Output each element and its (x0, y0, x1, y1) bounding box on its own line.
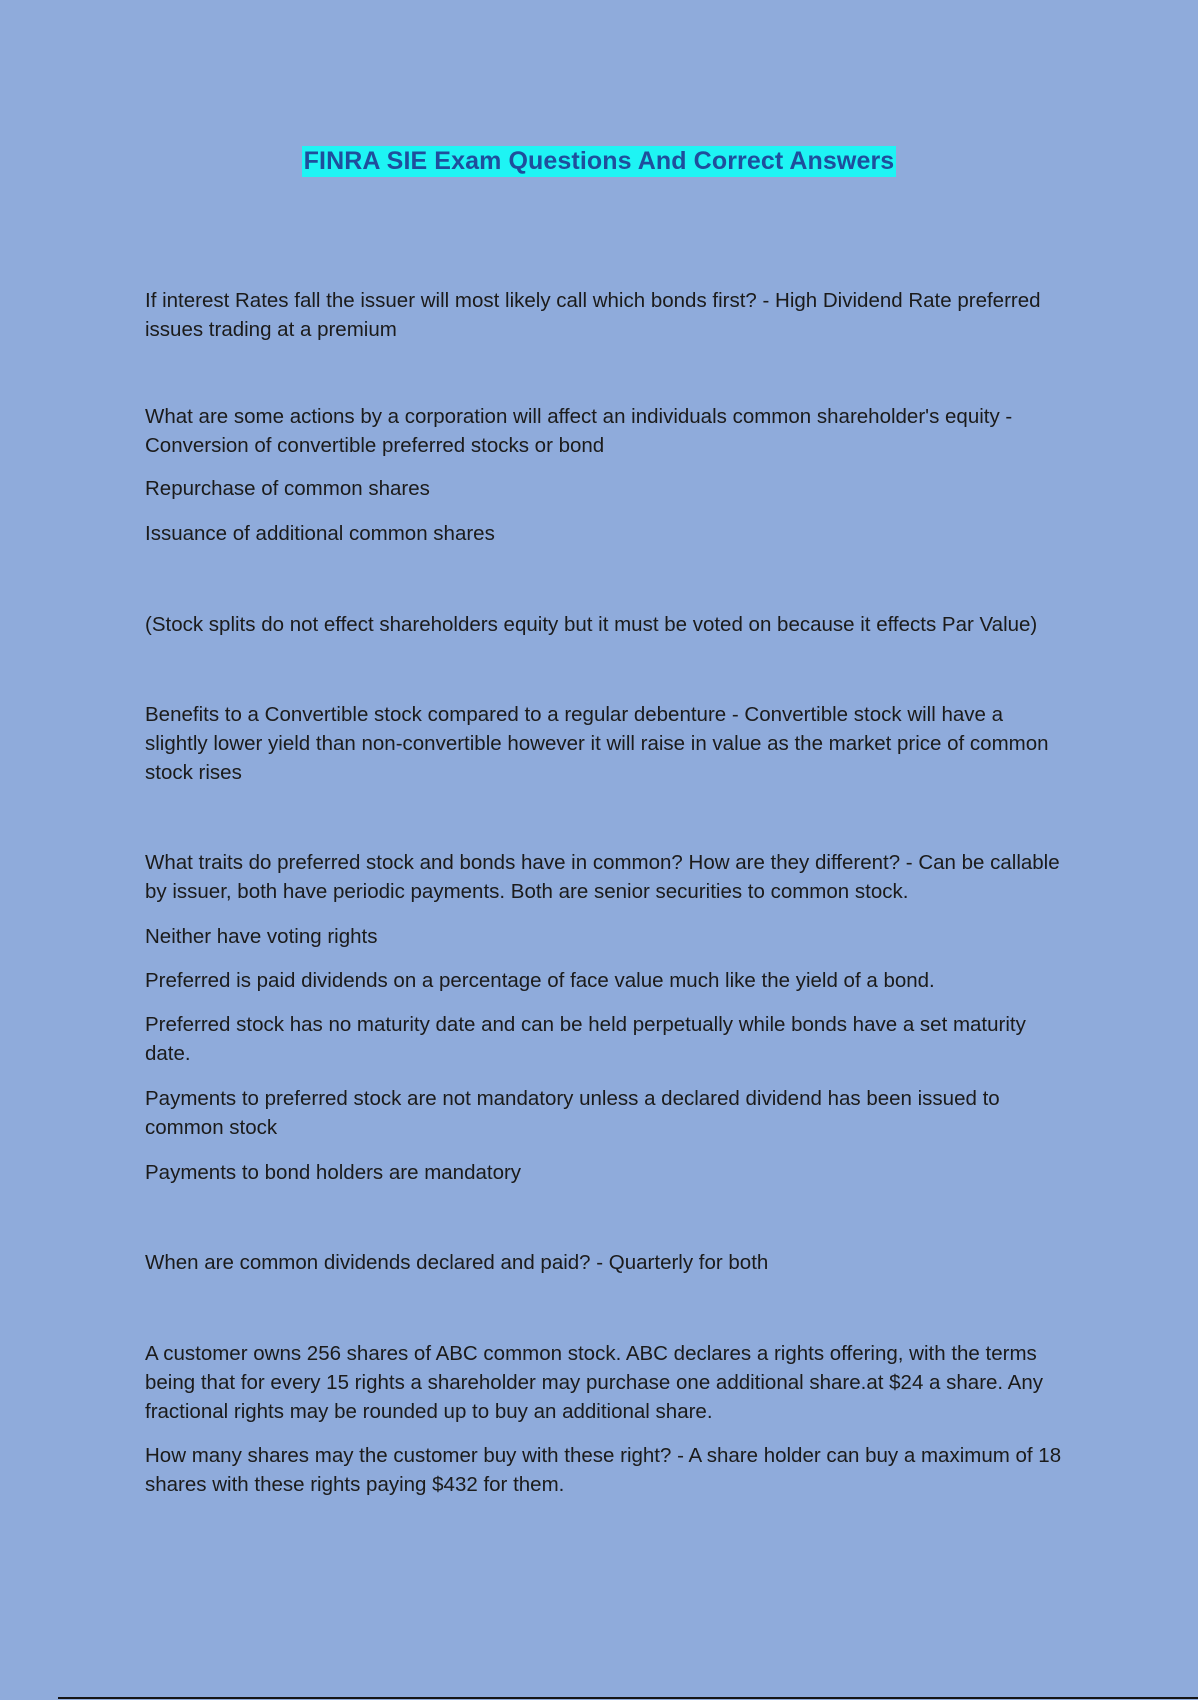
title-container (0, 146, 1198, 177)
paragraph-issuance: Issuance of additional common shares (145, 522, 495, 545)
paragraph-voting-rights: Neither have voting rights (145, 925, 378, 948)
paragraph-maturity: Preferred stock has no maturity date and can be held perpetually while bonds have a set maturity date. (145, 1013, 1026, 1065)
paragraph-rights-offering: A customer owns 256 shares of ABC common stock. ABC declares a rights offering, with the terms being that for every 15 rights a shareholder may purchase one additional share.at $24 a share. Any fractional rights may be rounded up to buy an additional share. (145, 1342, 1044, 1423)
document-title: FINRA SIE Exam Questions And Correct Answers (303, 147, 895, 175)
document-body (145, 286, 1065, 1499)
paragraph-common-dividends: When are common dividends declared and paid? - Quarterly for both (145, 1251, 769, 1274)
paragraph-repurchase: Repurchase of common shares (145, 477, 430, 500)
paragraph-shareholder-equity: What are some actions by a corporation will affect an individuals common shareholder's equity - Conversion of convertible preferred stocks or bond (145, 405, 1013, 457)
footer-divider (58, 1697, 1198, 1699)
paragraph-convertible-benefits: Benefits to a Convertible stock compared to a regular debenture - Convertible stock will have a slightly lower yield than non-convertible however it will raise in value as the market price of common stock rises (145, 703, 1049, 784)
paragraph-preferred-payments: Payments to preferred stock are not mandatory unless a declared dividend has been issued to common stock (145, 1087, 1000, 1139)
paragraph-preferred-vs-bonds: What traits do preferred stock and bonds have in common? How are they different? - Can be callable by issuer, both have periodic payments. Both are senior securities to common stock. (145, 851, 1060, 903)
paragraph-stock-splits: (Stock splits do not effect shareholders equity but it must be voted on because it effects Par Value) (145, 613, 1038, 636)
paragraph-rights-answer: How many shares may the customer buy with these right? - A share holder can buy a maximum of 18 shares with these rights paying $432 for them. (145, 1444, 1062, 1496)
paragraph-dividend-percentage: Preferred is paid dividends on a percentage of face value much like the yield of a bond. (145, 969, 935, 992)
paragraph-bond-payments: Payments to bond holders are mandatory (145, 1161, 522, 1184)
paragraph-call-bonds: If interest Rates fall the issuer will most likely call which bonds first? - High Dividend Rate preferred issues trading at a premium (145, 289, 1041, 341)
